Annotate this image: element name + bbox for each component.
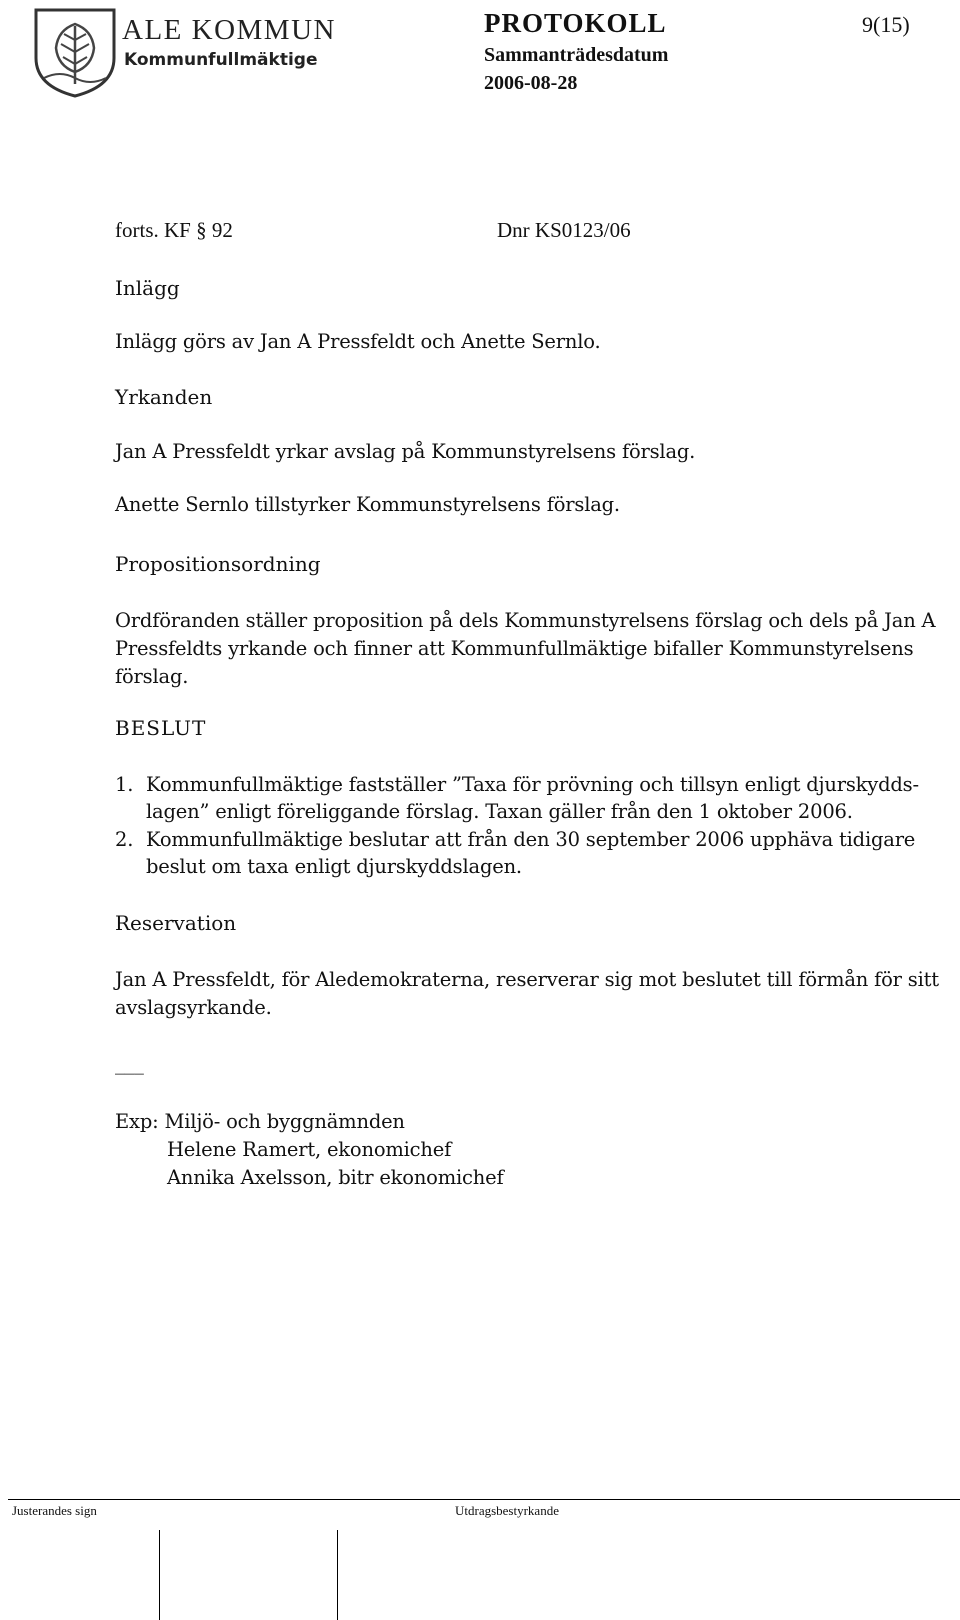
distribution-line-3: Annika Axelsson, bitr ekonomichef (167, 1166, 504, 1189)
coat-of-arms-icon (30, 6, 120, 98)
beslut-item-2-number: 2. (115, 828, 134, 851)
yrkanden-line-1: Jan A Pressfeldt yrkar avslag på Kommunstyrelsens förslag. (115, 440, 696, 463)
inlagg-heading: Inlägg (115, 276, 180, 300)
municipality-logo (30, 6, 120, 98)
footer-extract-label: Utdragsbestyrkande (455, 1503, 559, 1518)
distribution-line-2: Helene Ramert, ekonomichef (167, 1138, 452, 1161)
meeting-date-label: Sammanträdesdatum (484, 44, 669, 66)
signature-box-divider-2 (337, 1530, 338, 1620)
footer-top-rule (8, 1499, 960, 1500)
reservation-line-1: Jan A Pressfeldt, för Aledemokraterna, reserverar sig mot beslutet till förmån för sitt (115, 968, 939, 991)
propositionsordning-heading: Propositionsordning (115, 552, 321, 576)
distribution-line-1: Exp: Miljö- och byggnämnden (115, 1110, 405, 1133)
beslut-item-1-line-2: lagen” enligt föreliggande förslag. Taxan gäller från den 1 oktober 2006. (146, 800, 853, 823)
reservation-heading: Reservation (115, 911, 237, 935)
section-separator: ___ (115, 1052, 144, 1075)
logo-subtitle: Kommunfullmäktige (124, 50, 318, 70)
page-number: 9(15) (862, 12, 910, 37)
beslut-item-2-line-2: beslut om taxa enligt djurskyddslagen. (146, 855, 522, 878)
paragraph-reference: forts. KF § 92 (115, 218, 233, 242)
beslut-heading: BESLUT (115, 716, 207, 740)
proposition-line-1: Ordföranden ställer proposition på dels Kommunstyrelsens förslag och dels på Jan A (115, 609, 936, 632)
document-type: PROTOKOLL (484, 8, 667, 38)
logo-title: ALE KOMMUN (122, 14, 336, 46)
reservation-line-2: avslagsyrkande. (115, 996, 272, 1019)
proposition-line-3: förslag. (115, 665, 189, 688)
beslut-item-1-line-1: Kommunfullmäktige fastställer ”Taxa för prövning och tillsyn enligt djurskydds- (146, 773, 919, 796)
footer-sign-label: Justerandes sign (12, 1503, 97, 1518)
meeting-date: 2006-08-28 (484, 72, 578, 94)
yrkanden-line-2: Anette Sernlo tillstyrker Kommunstyrelsens förslag. (115, 493, 620, 516)
signature-box-divider-1 (159, 1530, 160, 1620)
proposition-line-2: Pressfeldts yrkande och finner att Kommunfullmäktige bifaller Kommunstyrelsens (115, 637, 914, 660)
yrkanden-heading: Yrkanden (115, 385, 213, 409)
beslut-item-2-line-1: Kommunfullmäktige beslutar att från den 30 september 2006 upphäva tidigare (146, 828, 916, 851)
inlagg-text: Inlägg görs av Jan A Pressfeldt och Anette Sernlo. (115, 330, 601, 353)
case-number: Dnr KS0123/06 (497, 218, 631, 242)
beslut-item-1-number: 1. (115, 773, 134, 796)
